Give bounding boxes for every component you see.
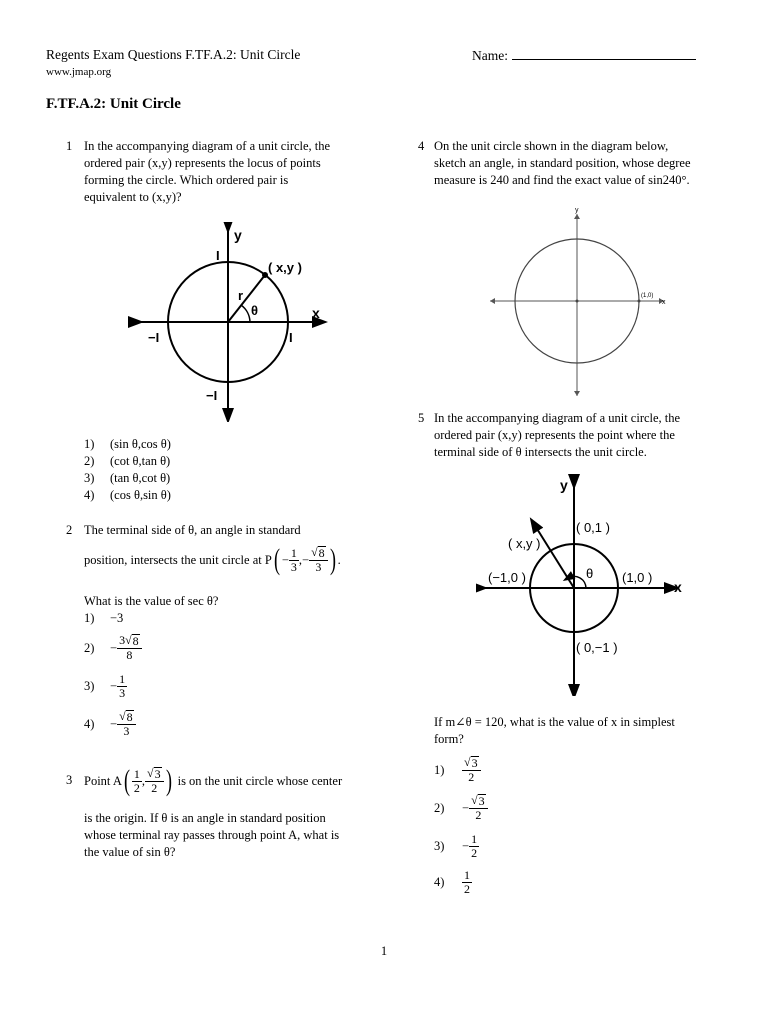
q1-unit-circle-diagram <box>128 222 328 422</box>
q5-x-label: x <box>674 579 682 595</box>
q1-r-label: r <box>238 288 244 303</box>
name-blank[interactable] <box>512 47 696 60</box>
q3-number: 3 <box>66 773 73 787</box>
doc-title: F.TF.A.2: Unit Circle <box>46 96 181 112</box>
name-field[interactable] <box>472 47 696 64</box>
q5-number: 5 <box>418 411 425 425</box>
page-number: 1 <box>380 944 388 958</box>
q5-question: If m∠θ = 120, what is the value of x in simplest form? <box>434 715 675 746</box>
q2-line1: The terminal side of θ, an angle in standard <box>84 523 301 537</box>
q1-x-label: x <box>312 305 320 321</box>
q2-option-2[interactable]: 2) − 3 √ 8 8 <box>84 630 142 666</box>
q2-number: 2 <box>66 523 73 537</box>
q1-number: 1 <box>66 139 73 153</box>
q5-unit-circle-diagram <box>476 474 686 696</box>
q5-right-label: (1,0 ) <box>622 570 653 585</box>
q5-option-1[interactable]: 1) √ 3 2 <box>434 752 481 788</box>
q1-options <box>84 436 171 504</box>
q4-number: 4 <box>418 139 425 153</box>
q5-point-label: ( x,y ) <box>508 536 541 551</box>
q2-question: What is the value of sec θ? <box>84 594 219 608</box>
q4-text: On the unit circle shown in the diagram below, sketch an angle, in standard position, whose degree measure is 240 and find the exact value of sin240°. <box>434 139 691 187</box>
q2-option-3[interactable]: 3) − $\frac{1}{3}$ <box>84 671 126 700</box>
source-url: www.jmap.org <box>46 66 112 78</box>
q5-top-label: ( 0,1 ) <box>576 520 610 535</box>
q2-line2: position, intersects the unit circle at P ( − $\frac{1}{3}$ ,− √ 8 3 ) . <box>84 543 341 576</box>
q4-point-label: (1,0) <box>641 293 654 299</box>
q2-option-1[interactable]: 1) −3 <box>84 611 124 625</box>
q1-neg1-x-label: −I <box>148 330 160 345</box>
q4-unit-circle-diagram <box>488 204 668 400</box>
q1-pos1-y-label: I <box>216 248 220 263</box>
q5-theta-label: θ <box>586 566 594 581</box>
q5-text: In the accompanying diagram of a unit circle, the ordered pair (x,y) represents the point where the terminal side of θ intersects the unit circle. <box>434 411 681 459</box>
name-label: Name: <box>472 48 508 63</box>
worksheet-title: Regents Exam Questions F.TF.A.2: Unit Circle <box>46 47 301 62</box>
q3-text: is the origin. If θ is an angle in standard position whose terminal ray passes through point A, what is the value of sin θ? <box>84 811 340 859</box>
q1-theta-label: θ <box>251 303 259 318</box>
q5-y-label: y <box>560 477 568 493</box>
q5-left-label: (−1,0 ) <box>488 570 526 585</box>
q1-option-4[interactable]: 4) (cos θ,sin θ) <box>84 488 171 502</box>
q5-option-4[interactable]: 4) $\frac{1}{2}$ <box>434 867 470 896</box>
q1-neg1-y-label: −I <box>206 388 218 403</box>
q5-option-3[interactable]: 3) − $\frac{1}{2}$ <box>434 831 478 860</box>
q2-option-4[interactable]: 4) − √ 8 3 <box>84 706 136 742</box>
q4-x-label: x <box>662 299 666 306</box>
q1-pos1-x-label: I <box>289 330 293 345</box>
q1-option-2[interactable]: 2) (cot θ,tan θ) <box>84 454 171 468</box>
q1-text: In the accompanying diagram of a unit circle, the ordered pair (x,y) represents the locus of points forming the circle. Which ordered pair is equivalent to (x,y)? <box>84 139 331 204</box>
q1-point-label: ( x,y ) <box>268 260 302 275</box>
q1-y-label: y <box>234 227 242 243</box>
q1-option-1[interactable]: 1) (sin θ,cos θ) <box>84 437 171 451</box>
q5-bottom-label: ( 0,−1 ) <box>576 640 618 655</box>
q4-y-label: y <box>575 207 579 214</box>
q5-option-2[interactable]: 2) − √ 3 2 <box>434 790 488 826</box>
q3-line1: Point A ( $\frac{1}{2}$ , √ 3 2 ) is on the unit circle whose center <box>84 764 343 797</box>
q1-option-3[interactable]: 3) (tan θ,cot θ) <box>84 471 171 485</box>
